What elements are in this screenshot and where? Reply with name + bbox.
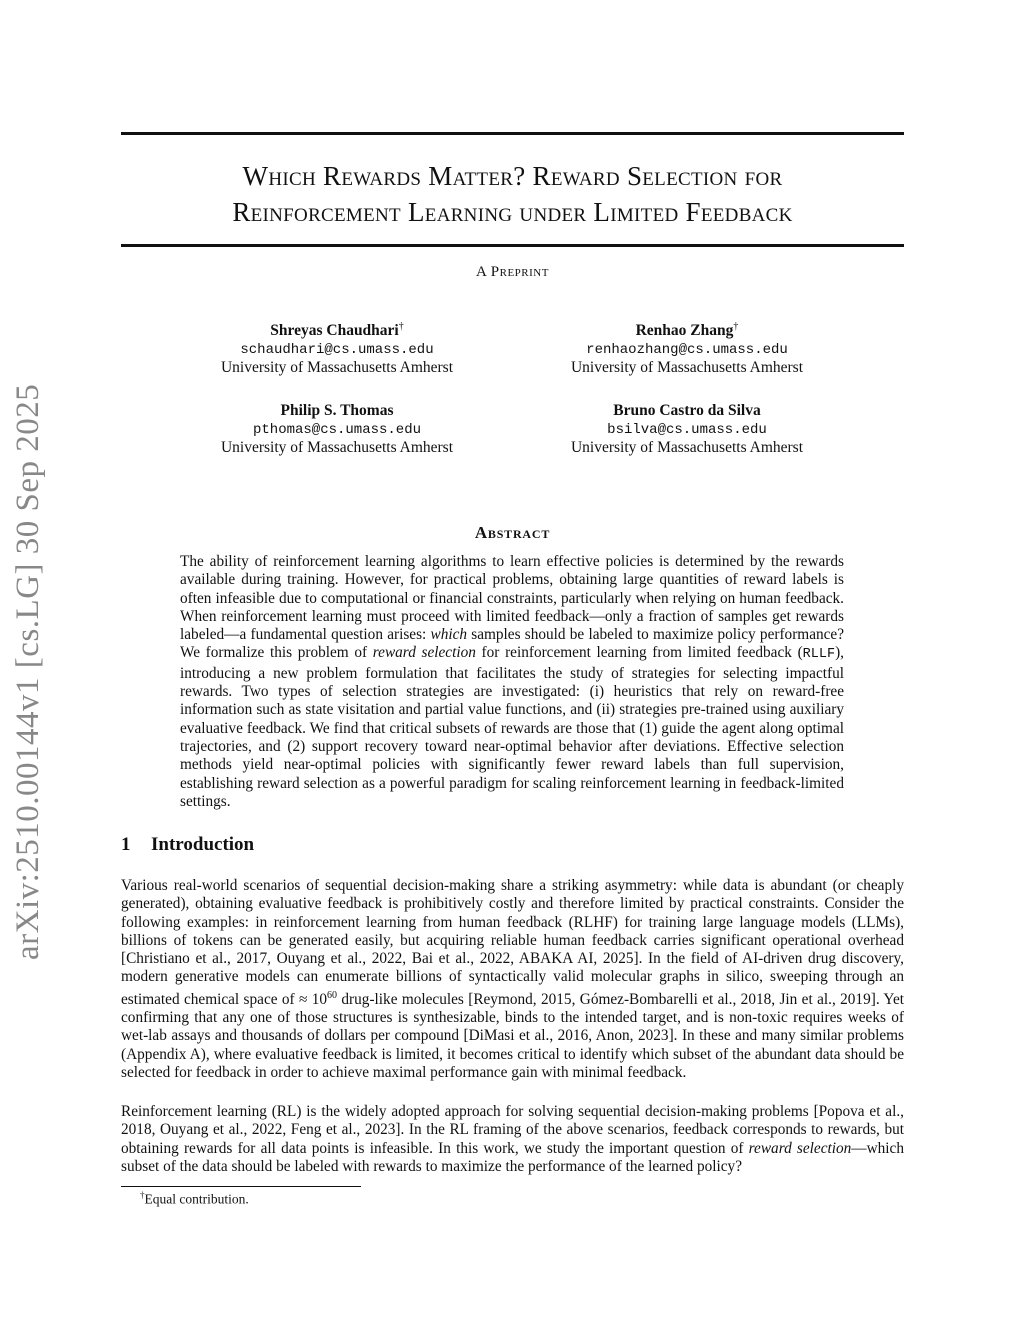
author-block: [172, 318, 502, 378]
equal-contribution-mark: †: [398, 321, 404, 332]
author-email[interactable]: bsilva@cs.umass.edu: [607, 421, 767, 438]
author-name: Shreyas Chaudhari: [270, 322, 399, 340]
author-name: Bruno Castro da Silva: [613, 402, 761, 419]
section-number: 1: [121, 834, 131, 855]
abstract-code-term: RLLF: [802, 647, 836, 663]
footnote-mark: †: [140, 1190, 145, 1200]
abstract-body: [180, 553, 844, 811]
paper-title: [121, 158, 904, 230]
paragraph-text: drug-like molecules [Reymond, 2015, Gómez-Bombarelli et al., 2018, Jin et al., 2019]. Yet confirming that any one of those structures is synthesizable, binds to the intended target, and is non-toxic requires weeks of wet-lab assays and thousands of dollars per compound [DiMasi et al., 2016, Anon, 2023]. In these and many similar problems (Appendix A), where evaluative feedback is limited, it becomes critical to identify which subset of the abundant data should be selected for feedback in order to achieve maximal performance gain with minimal feedback.: [121, 990, 904, 1082]
author-name: Philip S. Thomas: [280, 402, 394, 419]
intro-paragraph-2: [121, 1103, 904, 1176]
footnote: [140, 1190, 249, 1208]
intro-paragraph-1: [121, 877, 904, 1082]
footnote-rule: [121, 1186, 361, 1187]
section-title: Introduction: [151, 834, 255, 855]
author-affiliation: University of Massachusetts Amherst: [220, 439, 454, 456]
author-affiliation: University of Massachusetts Amherst: [570, 359, 804, 377]
title-line-2: Reinforcement Learning under Limited Feedback: [232, 197, 793, 227]
preprint-label: A Preprint: [476, 264, 549, 280]
abstract-emphasis: reward selection: [372, 644, 476, 662]
title-top-rule: [121, 132, 904, 135]
abstract-text: The ability of reinforcement learning algorithms to learn effective policies is determined by the rewards available during training. However, for practical problems, obtaining large quantities of reward labels is often infeasible due to computational or financial constraints, particularly when relying on human feedback. When reinforcement learning must proceed with limited feedback—only a fraction of samples get rewards labeled—a fundamental question arises:: [180, 553, 844, 644]
abstract-text: samples should be labeled to maximize policy performance? We formalize this problem of: [180, 626, 844, 662]
author-name: Renhao Zhang: [635, 322, 734, 340]
author-block: [522, 318, 852, 378]
author-affiliation: University of Massachusetts Amherst: [570, 439, 804, 456]
author-email[interactable]: renhaozhang@cs.umass.edu: [586, 341, 788, 358]
title-line-1: Which Rewards Matter? Reward Selection for: [242, 161, 783, 191]
abstract-heading: Abstract: [474, 523, 551, 542]
title-bottom-rule: [121, 244, 904, 247]
paragraph-text: Reinforcement learning (RL) is the widely adopted approach for solving sequential decision-making problems [Popova et al., 2018, Ouyang et al., 2022, Feng et al., 2023]. In the RL framing of the above scenarios, feedback corresponds to rewards, but obtaining rewards for all data points is infeasible. In this work, we study the important question of: [121, 1103, 904, 1157]
author-affiliation: University of Massachusetts Amherst: [220, 359, 454, 377]
abstract-text: for reinforcement learning from limited feedback (: [475, 644, 803, 662]
author-block: [522, 402, 852, 458]
author-email[interactable]: pthomas@cs.umass.edu: [252, 421, 422, 438]
abstract-emphasis: which: [430, 626, 468, 644]
paragraph-text: —which subset of the data should be labeled with rewards to maximize the performance of the learned policy?: [121, 1139, 904, 1175]
exponent: 60: [327, 989, 338, 1001]
footnote-text: Equal contribution.: [144, 1191, 249, 1207]
author-block: [172, 402, 502, 458]
paragraph-text: Various real-world scenarios of sequential decision-making share a striking asymmetry: while data is abundant (or cheaply generated), obtaining evaluative feedback is prohibitively costly and therefore limited by practical constraints. Consider the following examples: in reinforcement learning from human feedback (RLHF) for training large language models (LLMs), billions of tokens can be generated easily, but acquiring reliable human feedback carries significant operational overhead [Christiano et al., 2017, Ouyang et al., 2022, Bai et al., 2022, ABAKA AI, 2025]. In the field of AI-driven drug discovery, modern generative models can enumerate billions of syntactically valid molecular graphs in silico, sweeping through an estimated chemical space of ≈ 10: [121, 877, 904, 1008]
equal-contribution-mark: †: [733, 321, 739, 332]
section-heading: [121, 834, 254, 856]
paragraph-emphasis: reward selection: [748, 1139, 852, 1157]
arxiv-side-stamp: arXiv:2510.00144v1 [cs.LG] 30 Sep 2025: [10, 383, 46, 960]
author-email[interactable]: schaudhari@cs.umass.edu: [240, 341, 434, 358]
abstract-text: ), introducing a new problem formulation that facilitates the study of strategies for selecting impactful rewards. Two types of selection strategies are investigated: (i) heuristics that rely on reward-free information such as state visitation and partial value functions, and (ii) strategies pre-trained using auxiliary evaluative feedback. We find that critical subsets of rewards are those that (1) guide the agent along optimal trajectories, and (2) support recovery toward near-optimal behavior after deviations. Effective selection methods yield near-optimal policies with significantly fewer reward labels than full supervision, establishing reward selection as a powerful paradigm for scaling reinforcement learning in feedback-limited settings.: [180, 644, 844, 810]
